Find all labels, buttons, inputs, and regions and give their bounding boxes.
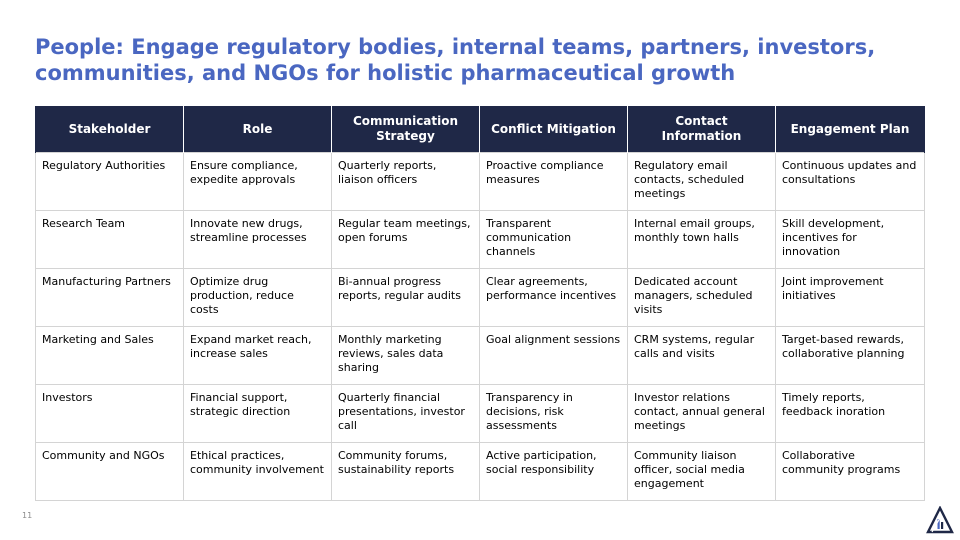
table-cell: Quarterly reports, liaison officers: [332, 153, 480, 211]
table-cell: Skill development, incentives for innovation: [776, 211, 925, 269]
table-cell: Joint improvement initiatives: [776, 269, 925, 327]
table-cell: Innovate new drugs, streamline processes: [184, 211, 332, 269]
table-cell: Community and NGOs: [36, 443, 184, 501]
table-cell: Ethical practices, community involvement: [184, 443, 332, 501]
table-cell: Active participation, social responsibility: [480, 443, 628, 501]
table-row: [36, 153, 925, 211]
table-cell: Research Team: [36, 211, 184, 269]
table-row: [36, 211, 925, 269]
table-cell: Investor relations contact, annual general meetings: [628, 385, 776, 443]
table-cell: Optimize drug production, reduce costs: [184, 269, 332, 327]
stakeholder-table: [35, 106, 925, 501]
header-conflict-mitigation: Conflict Mitigation: [480, 106, 628, 153]
table-cell: Regulatory Authorities: [36, 153, 184, 211]
table-cell: Clear agreements, performance incentives: [480, 269, 628, 327]
table-cell: Ensure compliance, expedite approvals: [184, 153, 332, 211]
header-engagement-plan: Engagement Plan: [776, 106, 925, 153]
table-cell: CRM systems, regular calls and visits: [628, 327, 776, 385]
table-cell: Investors: [36, 385, 184, 443]
table-cell: Transparent communication channels: [480, 211, 628, 269]
header-contact-information: Contact Information: [628, 106, 776, 153]
table-cell: Goal alignment sessions: [480, 327, 628, 385]
table-row: [36, 327, 925, 385]
table-cell: Proactive compliance measures: [480, 153, 628, 211]
table-cell: Regular team meetings, open forums: [332, 211, 480, 269]
table-row: [36, 269, 925, 327]
header-stakeholder: Stakeholder: [36, 106, 184, 153]
table-cell: Timely reports, feedback inoration: [776, 385, 925, 443]
table-cell: Dedicated account managers, scheduled visits: [628, 269, 776, 327]
page-number: 11: [22, 511, 33, 520]
table-cell: Continuous updates and consultations: [776, 153, 925, 211]
table-cell: Community liaison officer, social media engagement: [628, 443, 776, 501]
header-role: Role: [184, 106, 332, 153]
table-cell: Internal email groups, monthly town halls: [628, 211, 776, 269]
table-header-row: [36, 106, 925, 153]
table-cell: Regulatory email contacts, scheduled meetings: [628, 153, 776, 211]
table-cell: Collaborative community programs: [776, 443, 925, 501]
table-cell: Community forums, sustainability reports: [332, 443, 480, 501]
table-cell: Target-based rewards, collaborative planning: [776, 327, 925, 385]
table-cell: Quarterly financial presentations, investor call: [332, 385, 480, 443]
table-cell: Manufacturing Partners: [36, 269, 184, 327]
table-cell: Transparency in decisions, risk assessments: [480, 385, 628, 443]
table-cell: Expand market reach, increase sales: [184, 327, 332, 385]
table-cell: Monthly marketing reviews, sales data sharing: [332, 327, 480, 385]
table-row: [36, 385, 925, 443]
slide-title: People: Engage regulatory bodies, internal teams, partners, investors, communities, and NGOs for holistic pharmaceutical growth: [35, 35, 876, 85]
triangle-logo-icon: [926, 506, 954, 534]
table-cell: Financial support, strategic direction: [184, 385, 332, 443]
header-communication-strategy: Communication Strategy: [332, 106, 480, 153]
table-row: [36, 443, 925, 501]
table-cell: Marketing and Sales: [36, 327, 184, 385]
table-cell: Bi-annual progress reports, regular audits: [332, 269, 480, 327]
